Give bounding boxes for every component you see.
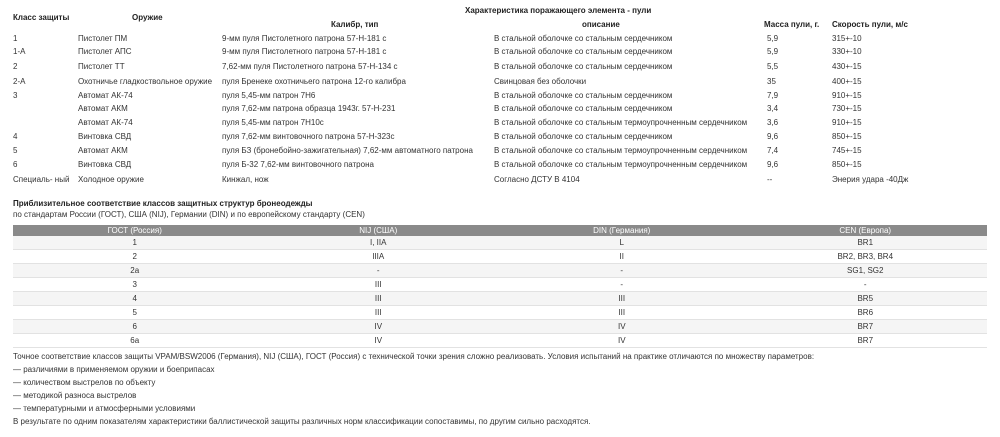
cell-description: В стальной оболочке со стальным сердечником	[494, 132, 673, 141]
cell-nij: IV	[257, 320, 501, 334]
cell-cen: SG1, SG2	[744, 264, 988, 278]
correspondence-title: Приблизительное соответствие классов защитных структур бронеодежды	[13, 199, 313, 208]
cell-cen: BR7	[744, 320, 988, 334]
cell-description: В стальной оболочке со стальным сердечником	[494, 91, 673, 100]
cell-speed: 850+-15	[832, 160, 862, 169]
cell-gost: 6а	[13, 334, 257, 348]
cell-class: 3	[13, 91, 18, 100]
cell-class: 2-А	[13, 77, 26, 86]
cell-mass: 9,6	[767, 160, 779, 169]
cell-caliber: 9-мм пуля Пистолетного патрона 57-Н-181 с	[222, 47, 387, 56]
cell-class: 1-А	[13, 47, 26, 56]
cell-din: III	[500, 306, 744, 320]
cell-caliber: пуля Б-32 7,62-мм винтовочного патрона	[222, 160, 374, 169]
cell-mass: 3,6	[767, 118, 779, 127]
cell-description: В стальной оболочке со стальным сердечником	[494, 34, 673, 43]
notes-item: — количеством выстрелов по объекту	[13, 378, 156, 387]
notes-intro: Точное соответствие классов защиты VPAM/BSW2006 (Германия), NIJ (США), ГОСТ (Россия) с технической точки зрения сложно реализовать. Условия испытаний на практике отличаются по множеству параметров:	[13, 352, 815, 361]
cell-class: Специаль- ный	[13, 175, 70, 184]
header-bullet-characteristics: Характеристика поражающего элемента - пули	[465, 6, 652, 15]
cell-mass: 5,9	[767, 47, 779, 56]
cell-class: 1	[13, 34, 18, 43]
cell-class: 2	[13, 62, 18, 71]
cell-description: В стальной оболочке со стальным сердечником	[494, 62, 673, 71]
header-speed: Скорость пули, м/с	[832, 20, 908, 29]
cell-weapon: Охотничье гладкоствольное оружие	[78, 77, 213, 86]
cell-gost: 3	[13, 278, 257, 292]
cell-nij: IV	[257, 334, 501, 348]
cell-speed: 330+-10	[832, 47, 862, 56]
cell-class: 5	[13, 146, 18, 155]
correspondence-row	[13, 250, 987, 264]
cell-weapon: Автомат АКМ	[78, 146, 128, 155]
cell-nij: III	[257, 306, 501, 320]
correspondence-header-row	[13, 225, 987, 236]
header-mass: Масса пули, г.	[764, 20, 820, 29]
correspondence-row	[13, 264, 987, 278]
cell-din: IV	[500, 320, 744, 334]
cell-mass: 5,9	[767, 34, 779, 43]
cell-description: В стальной оболочке со стальным сердечником	[494, 47, 673, 56]
cell-nij: III	[257, 278, 501, 292]
cell-description: В стальной оболочке со стальным термоупрочненным сердечником	[494, 160, 748, 169]
cell-weapon: Пистолет ПМ	[78, 34, 128, 43]
cell-description: Согласно ДСТУ В 4104	[494, 175, 580, 184]
correspondence-row	[13, 306, 987, 320]
cell-gost: 4	[13, 292, 257, 306]
cell-speed: 730+-15	[832, 104, 862, 113]
cell-gost: 2	[13, 250, 257, 264]
cell-weapon: Автомат АК-74	[78, 118, 133, 127]
cell-mass: 7,4	[767, 146, 779, 155]
cell-caliber: пуля 7,62-мм патрона образца 1943г. 57-Н-231	[222, 104, 396, 113]
cell-speed: 745+-15	[832, 146, 862, 155]
correspondence-row	[13, 278, 987, 292]
cell-weapon: Пистолет АПС	[78, 47, 132, 56]
cell-gost: 1	[13, 236, 257, 250]
notes-item: — различиями в применяемом оружии и боеприпасах	[13, 365, 215, 374]
cell-din: L	[500, 236, 744, 250]
cell-description: В стальной оболочке со стальным термоупрочненным сердечником	[494, 118, 748, 127]
cell-weapon: Винтовка СВД	[78, 160, 132, 169]
cell-cen: BR7	[744, 334, 988, 348]
cell-cen: BR6	[744, 306, 988, 320]
cell-mass: 7,9	[767, 91, 779, 100]
header-weapon: Оружие	[132, 13, 163, 22]
cell-weapon: Холодное оружие	[78, 175, 144, 184]
cell-speed: 850+-15	[832, 132, 862, 141]
cell-speed: 315+-10	[832, 34, 862, 43]
cell-description: В стальной оболочке со стальным термоупрочненным сердечником	[494, 146, 748, 155]
cell-description: В стальной оболочке со стальным сердечником	[494, 104, 673, 113]
correspondence-row	[13, 320, 987, 334]
cell-weapon: Пистолет ТТ	[78, 62, 125, 71]
cell-speed: 400+-15	[832, 77, 862, 86]
col-gost: ГОСТ (Россия)	[13, 225, 257, 236]
notes-conclusion: В результате по одним показателям характеристики баллистической защиты различных норм классификации сопоставимы, по другим сильно расходятся.	[13, 417, 591, 426]
cell-caliber: пуля 5,45-мм патрон 7Н10с	[222, 118, 324, 127]
cell-cen: -	[744, 278, 988, 292]
cell-caliber: 7,62-мм пуля Пистолетного патрона 57-Н-134 с	[222, 62, 398, 71]
cell-nij: III	[257, 292, 501, 306]
cell-din: -	[500, 264, 744, 278]
cell-mass: 35	[767, 77, 776, 86]
col-nij: NIJ (США)	[257, 225, 501, 236]
cell-nij: IIIA	[257, 250, 501, 264]
cell-speed: 910+-15	[832, 118, 862, 127]
cell-weapon: Винтовка СВД	[78, 132, 132, 141]
correspondence-row	[13, 334, 987, 348]
correspondence-row	[13, 292, 987, 306]
cell-speed: 910+-15	[832, 91, 862, 100]
col-cen: CEN (Европа)	[744, 225, 988, 236]
cell-gost: 6	[13, 320, 257, 334]
header-caliber: Калибр, тип	[331, 20, 379, 29]
cell-mass: 9,6	[767, 132, 779, 141]
correspondence-row	[13, 236, 987, 250]
col-din: DIN (Германия)	[500, 225, 744, 236]
cell-speed: Энерия удара -40Дж	[832, 175, 909, 184]
cell-caliber: 9-мм пуля Пистолетного патрона 57-Н-181 с	[222, 34, 387, 43]
notes-item: — методикой разноса выстрелов	[13, 391, 137, 400]
cell-mass: 5,5	[767, 62, 779, 71]
cell-din: IV	[500, 334, 744, 348]
cell-nij: -	[257, 264, 501, 278]
cell-cen: BR1	[744, 236, 988, 250]
correspondence-subtitle: по стандартам России (ГОСТ), США (NIJ), Германии (DIN) и по европейскому стандарту (CEN)	[13, 210, 365, 219]
cell-gost: 2а	[13, 264, 257, 278]
cell-caliber: пуля БЗ (бронебойно-зажигательная) 7,62-мм автоматного патрона	[222, 146, 473, 155]
cell-class: 6	[13, 160, 18, 169]
cell-gost: 5	[13, 306, 257, 320]
cell-cen: BR2, BR3, BR4	[744, 250, 988, 264]
header-description: описание	[582, 20, 620, 29]
notes-item: — температурными и атмосферными условиями	[13, 404, 196, 413]
correspondence-table	[13, 225, 987, 348]
cell-caliber: пуля Бренеке охотничьего патрона 12-го калибра	[222, 77, 406, 86]
cell-class: 4	[13, 132, 18, 141]
cell-din: -	[500, 278, 744, 292]
cell-din: II	[500, 250, 744, 264]
cell-mass: --	[767, 175, 773, 184]
cell-din: III	[500, 292, 744, 306]
cell-weapon: Автомат АКМ	[78, 104, 128, 113]
cell-weapon: Автомат АК-74	[78, 91, 133, 100]
cell-caliber: Кинжал, нож	[222, 175, 269, 184]
cell-speed: 430+-15	[832, 62, 862, 71]
cell-mass: 3,4	[767, 104, 779, 113]
cell-nij: I, IIA	[257, 236, 501, 250]
cell-cen: BR5	[744, 292, 988, 306]
cell-caliber: пуля 7,62-мм винтовочного патрона 57-Н-323с	[222, 132, 395, 141]
cell-description: Свинцовая без оболочки	[494, 77, 587, 86]
cell-caliber: пуля 5,45-мм патрон 7Н6	[222, 91, 316, 100]
header-class: Класс защиты	[13, 13, 70, 22]
